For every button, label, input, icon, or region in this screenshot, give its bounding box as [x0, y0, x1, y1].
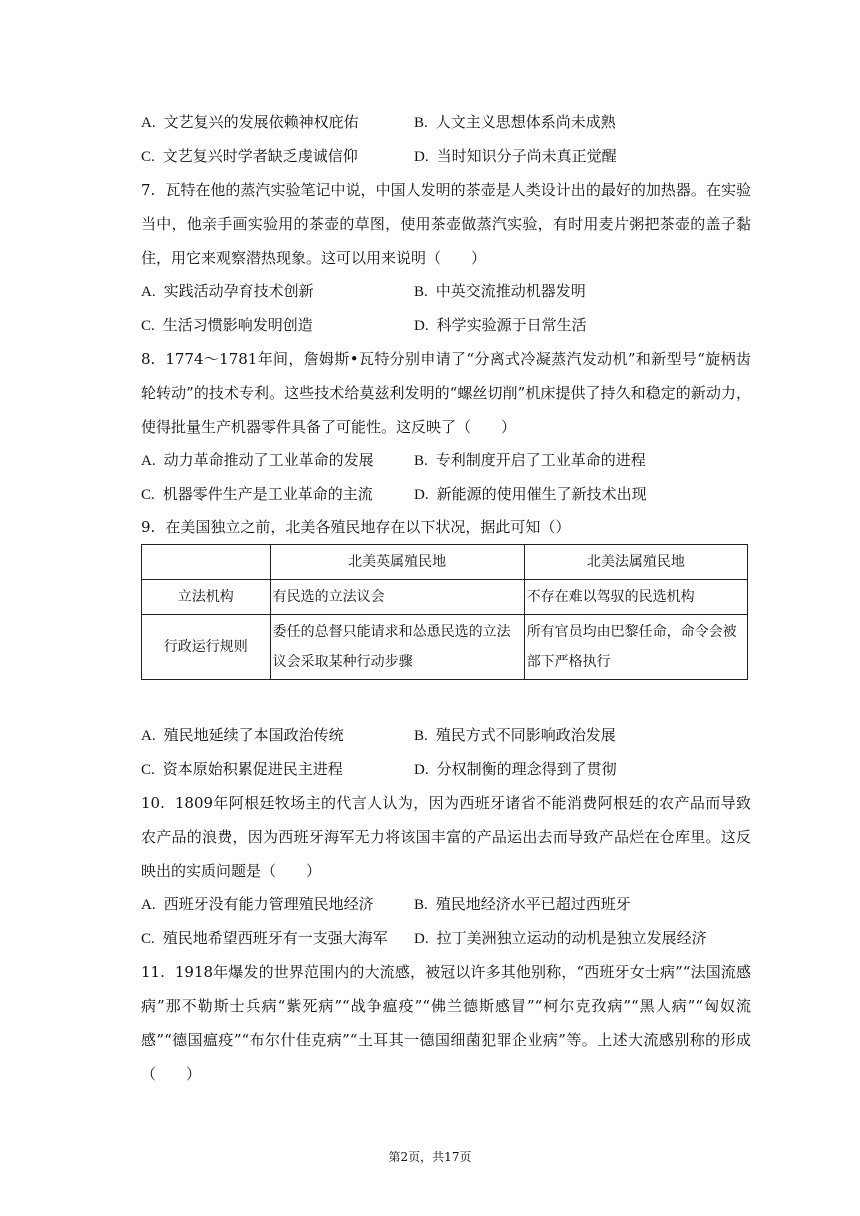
- q11-stem: [141, 955, 751, 1091]
- option-text: 资本原始积累促进民主进程: [162, 760, 343, 778]
- table-cell: 有民选的立法议会: [270, 580, 524, 615]
- table-cell: 行政运行规则: [142, 615, 271, 680]
- option-text: 机器零件生产是工业革命的主流: [162, 485, 373, 503]
- q9-option-d[interactable]: [414, 759, 617, 780]
- q10-option-b[interactable]: [414, 894, 631, 915]
- option-text: 殖民方式不同影响政治发展: [435, 726, 616, 744]
- question-number: 7.: [141, 181, 156, 199]
- table-header-row: [142, 545, 748, 580]
- q8-option-a[interactable]: [141, 450, 374, 471]
- option-text: 专利制度开启了工业革命的进程: [435, 451, 646, 469]
- q9-option-b[interactable]: [414, 725, 616, 746]
- option-letter: B.: [414, 115, 428, 131]
- q6-option-a[interactable]: [141, 112, 359, 133]
- table-row: [142, 615, 748, 680]
- q9-stem: [141, 517, 570, 537]
- q8-option-b[interactable]: [414, 450, 646, 471]
- option-letter: A.: [141, 897, 156, 913]
- q8-option-d[interactable]: [414, 484, 647, 505]
- q9-table: [141, 544, 748, 680]
- question-text: 1774～1781年间，詹姆斯•瓦特分别申请了“分离式冷凝蒸汽发动机”和新型号“旋柄齿轮转动”的技术专利。这些技术给莫兹利发明的“螺丝切削”机床提供了持久和稳定的新动力，使得批量生产机器零件具备了可能性。这反映了（ ）: [141, 350, 751, 436]
- q8-option-c[interactable]: [141, 484, 373, 505]
- page-footer: 第2页，共17页: [388, 1150, 472, 1164]
- option-letter: B.: [414, 897, 428, 913]
- option-letter: C.: [141, 762, 155, 778]
- option-text: 实践活动孕育技术创新: [163, 282, 314, 300]
- option-text: 当时知识分子尚未真正觉醒: [436, 147, 617, 165]
- option-letter: D.: [414, 931, 429, 947]
- q9-option-a[interactable]: [141, 725, 344, 746]
- q10-option-a[interactable]: [141, 894, 374, 915]
- table-header-cell: 北美英属殖民地: [270, 545, 524, 580]
- question-text: 1809年阿根廷牧场主的代言人认为，因为西班牙诸省不能消费阿根廷的农产品而导致农产品的浪费，因为西班牙海军无力将该国丰富的产品运出去而导致产品烂在仓库里。这反映出的实质问题是（ ）: [141, 794, 751, 880]
- table-cell: 所有官员均由巴黎任命，命令会被部下严格执行: [524, 615, 747, 680]
- option-text: 拉丁美洲独立运动的动机是独立发展经济: [436, 929, 707, 947]
- option-letter: A.: [141, 453, 156, 469]
- option-letter: A.: [141, 728, 156, 744]
- question-number: 11.: [141, 963, 165, 981]
- option-text: 殖民地经济水平已超过西班牙: [435, 895, 631, 913]
- q6-option-b[interactable]: [414, 112, 616, 133]
- option-text: 新能源的使用催生了新技术出现: [436, 485, 647, 503]
- option-letter: C.: [141, 318, 155, 334]
- q6-option-d[interactable]: [414, 146, 617, 167]
- q7-option-d[interactable]: [414, 315, 587, 336]
- question-text: 在美国独立之前，北美各殖民地存在以下状况，据此可知（）: [165, 518, 571, 536]
- option-letter: D.: [414, 318, 429, 334]
- question-number: 10.: [141, 794, 165, 812]
- option-letter: D.: [414, 487, 429, 503]
- table-row: [142, 580, 748, 615]
- q10-option-c[interactable]: [141, 928, 388, 949]
- option-letter: C.: [141, 487, 155, 503]
- option-text: 文艺复兴时学者缺乏虔诚信仰: [162, 147, 358, 165]
- option-letter: A.: [141, 284, 156, 300]
- question-text: 1918年爆发的世界范围内的大流感，被冠以许多其他别称，“西班牙女士病”“法国流感病”那不勒斯士兵病“紫死病”“战争瘟疫”“佛兰德斯感冒”“柯尔克孜病”“黑人病”“匈奴流感”“德国瘟疫”“布尔什佳克病”“土耳其一德国细菌犯罪企业病”等。上述大流感别称的形成（ ）: [141, 963, 751, 1083]
- table-header-cell: 北美法属殖民地: [524, 545, 747, 580]
- q7-option-a[interactable]: [141, 281, 314, 302]
- table-header-cell: [142, 545, 271, 580]
- option-text: 文艺复兴的发展依赖神权庇佑: [163, 113, 359, 131]
- option-letter: C.: [141, 931, 155, 947]
- question-text: 瓦特在他的蒸汽实验笔记中说，中国人发明的茶壶是人类设计出的最好的加热器。在实验当中，他亲手画实验用的茶壶的草图，使用茶壶做蒸汽实验，有时用麦片粥把茶壶的盖子黏住，用它来观察潜热现象。这可以用来说明（ ）: [141, 181, 751, 267]
- option-letter: A.: [141, 115, 156, 131]
- option-text: 分权制衡的理念得到了贯彻: [436, 760, 617, 778]
- table-cell: 不存在难以驾驭的民选机构: [524, 580, 747, 615]
- q10-stem: [141, 786, 751, 888]
- question-number: 8.: [141, 350, 156, 368]
- option-text: 人文主义思想体系尚未成熟: [435, 113, 616, 131]
- option-letter: B.: [414, 284, 428, 300]
- table-cell: 委任的总督只能请求和怂恿民选的立法议会采取某种行动步骤: [270, 615, 524, 680]
- option-text: 科学实验源于日常生活: [436, 316, 587, 334]
- option-letter: B.: [414, 728, 428, 744]
- table-cell: 立法机构: [142, 580, 271, 615]
- option-text: 中英交流推动机器发明: [435, 282, 586, 300]
- option-letter: D.: [414, 149, 429, 165]
- q7-option-c[interactable]: [141, 315, 313, 336]
- option-text: 殖民地希望西班牙有一支强大海军: [162, 929, 388, 947]
- question-number: 9.: [141, 518, 156, 536]
- q10-option-d[interactable]: [414, 928, 707, 949]
- option-text: 殖民地延续了本国政治传统: [163, 726, 344, 744]
- q7-stem: [141, 173, 751, 275]
- option-text: 生活习惯影响发明创造: [162, 316, 313, 334]
- option-text: 动力革命推动了工业革命的发展: [163, 451, 374, 469]
- q7-option-b[interactable]: [414, 281, 586, 302]
- q8-stem: [141, 342, 751, 444]
- option-letter: B.: [414, 453, 428, 469]
- option-letter: D.: [414, 762, 429, 778]
- q6-option-c[interactable]: [141, 146, 358, 167]
- option-text: 西班牙没有能力管理殖民地经济: [163, 895, 374, 913]
- q9-option-c[interactable]: [141, 759, 343, 780]
- option-letter: C.: [141, 149, 155, 165]
